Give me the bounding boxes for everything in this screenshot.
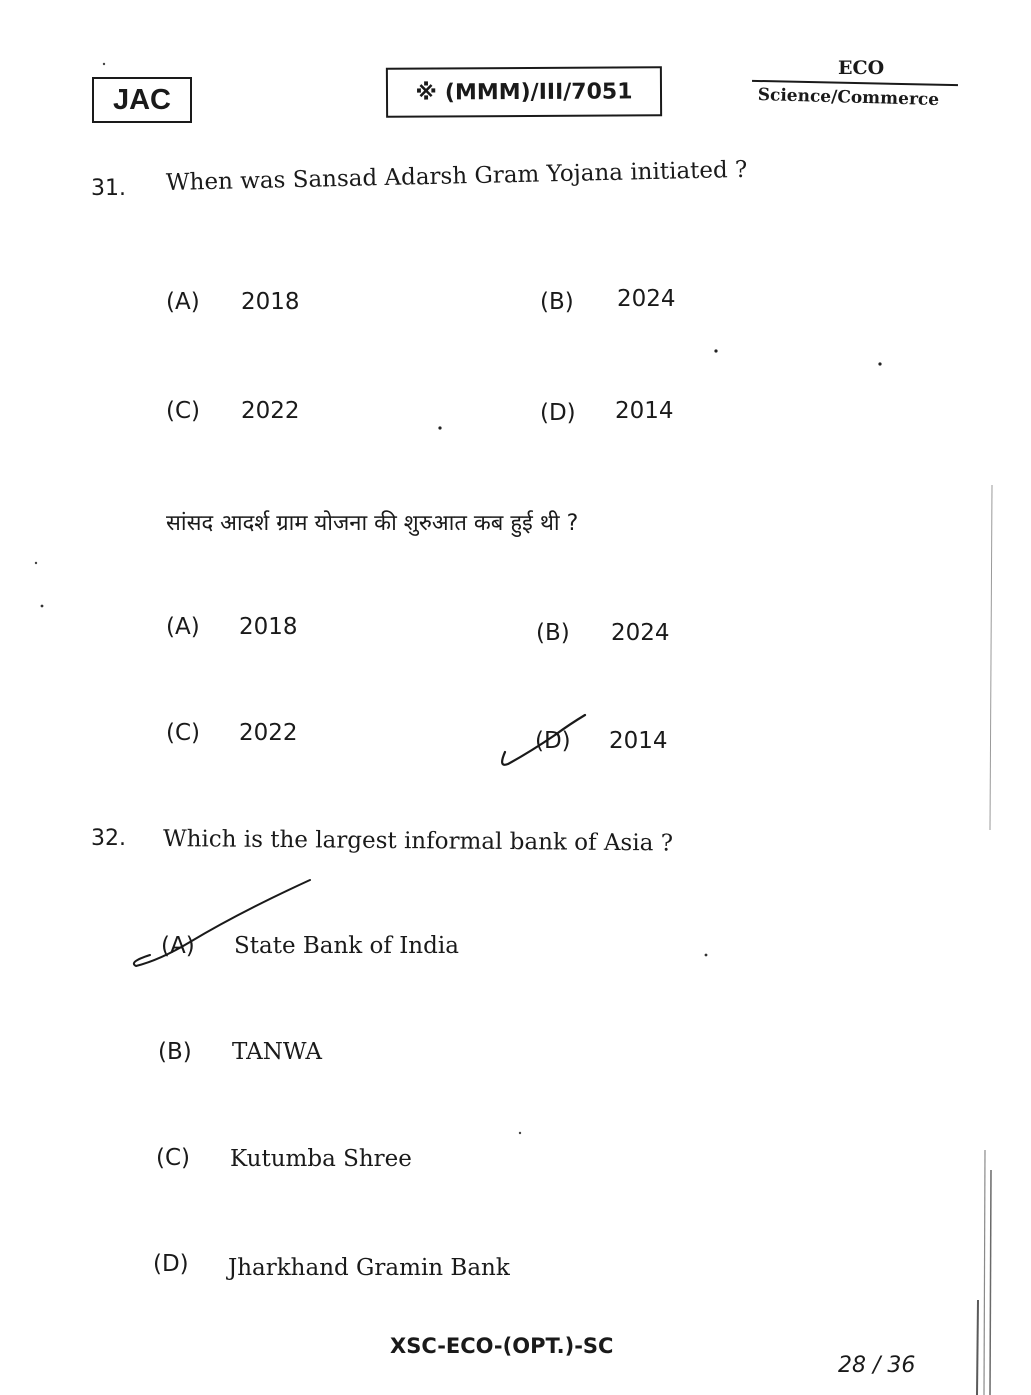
- question-31-text-en: When was Sansad Adarsh Gram Yojana initiated ?: [165, 156, 748, 196]
- question-32-number: 32.: [91, 826, 126, 851]
- q31-hi-option-a-value: 2018: [239, 614, 298, 640]
- q31-en-option-d-label: (D): [540, 400, 576, 426]
- q32-option-c-value: Kutumba Shree: [230, 1146, 412, 1172]
- scan-speck: [714, 349, 717, 352]
- q32-option-a-label: (A): [161, 933, 195, 959]
- board-name-box: [92, 77, 192, 123]
- scan-line: [990, 485, 992, 830]
- q31-en-option-c-label: (C): [166, 398, 201, 424]
- question-31-text-hi: सांसद आदर्श ग्राम योजना की शुरुआत कब हुई थी ?: [166, 511, 579, 536]
- q31-hi-option-b-value: 2024: [611, 620, 670, 646]
- question-32-text-en: Which is the largest informal bank of Asia ?: [162, 826, 674, 857]
- q31-hi-option-d-value: 2014: [609, 728, 668, 754]
- scan-speck: [103, 63, 105, 65]
- q31-en-option-b-label: (B): [540, 289, 574, 315]
- board-name: JAC: [112, 83, 171, 116]
- paper-code: (MMM)/III/7051: [444, 78, 633, 105]
- q32-option-b-label: (B): [158, 1039, 192, 1065]
- q31-hi-option-c-label: (C): [166, 720, 201, 746]
- page-number: 28 / 36: [838, 1353, 916, 1378]
- scan-speck: [705, 954, 708, 957]
- scan-line: [977, 1300, 978, 1395]
- scan-speck: [438, 426, 441, 429]
- q32-option-b-value: TANWA: [232, 1039, 322, 1065]
- scan-speck: [35, 562, 37, 564]
- q32-option-d-value: Jharkhand Gramin Bank: [228, 1255, 510, 1281]
- footer-paper-code: XSC-ECO-(OPT.)-SC: [390, 1334, 614, 1358]
- scan-line: [990, 1170, 991, 1395]
- q31-en-option-c-value: 2022: [241, 398, 300, 424]
- q31-en-option-a-value: 2018: [241, 289, 300, 315]
- stream-label: Science/Commerce: [757, 85, 940, 111]
- q31-hi-option-c-value: 2022: [239, 720, 298, 746]
- q32-option-d-label: (D): [153, 1251, 189, 1277]
- question-31-number: 31.: [91, 176, 126, 201]
- asterism-icon: ※: [415, 79, 437, 106]
- subject-label: ECO: [838, 57, 885, 79]
- scan-speck: [519, 1132, 521, 1134]
- scan-line: [984, 1150, 985, 1395]
- scan-speck: [878, 362, 881, 365]
- paper-code-box: [386, 66, 662, 117]
- q31-hi-option-a-label: (A): [166, 614, 200, 640]
- q31-hi-option-b-label: (B): [536, 620, 570, 646]
- q31-hi-option-d-label: (D): [535, 728, 571, 754]
- scan-speck: [41, 605, 44, 608]
- q32-option-c-label: (C): [156, 1145, 191, 1171]
- q31-en-option-a-label: (A): [166, 289, 200, 315]
- q32-option-a-value: State Bank of India: [234, 933, 459, 959]
- q31-en-option-b-value: 2024: [617, 286, 676, 312]
- q31-en-option-d-value: 2014: [615, 398, 674, 424]
